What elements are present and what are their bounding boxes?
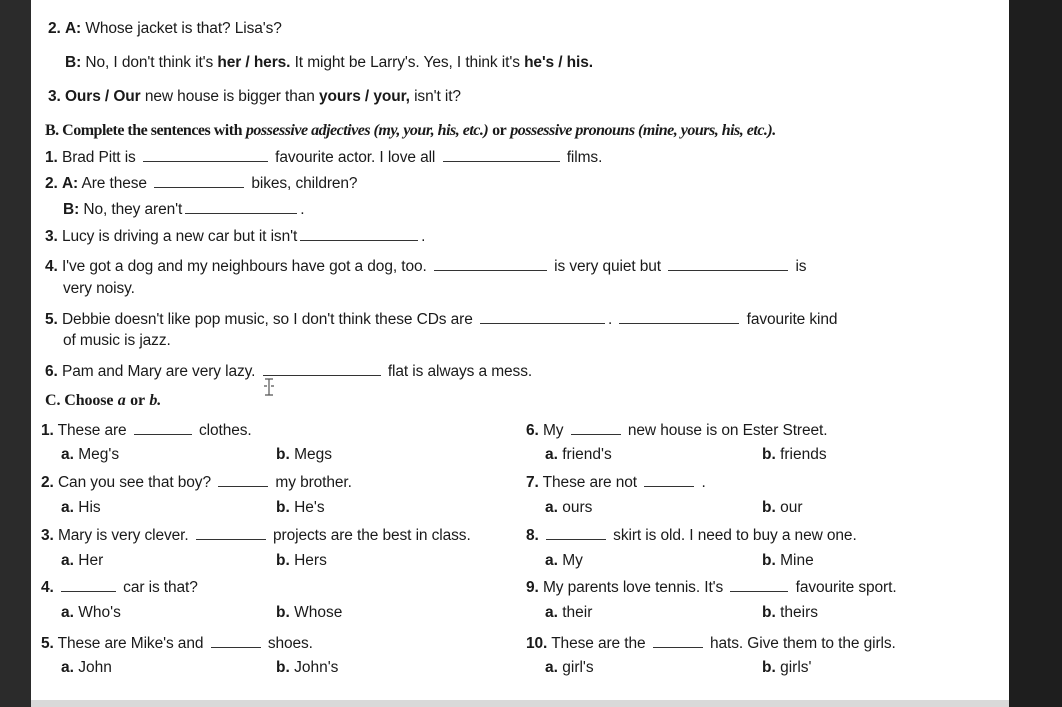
answer-blank[interactable] <box>668 256 788 271</box>
answer-blank[interactable] <box>61 577 116 592</box>
option-text: Whose <box>294 604 343 621</box>
text-cursor-icon <box>262 378 276 399</box>
speaker-label: A: <box>61 175 79 192</box>
item-text: . <box>701 474 706 491</box>
item-text: My parents love tennis. It's <box>542 579 724 596</box>
item-text: skirt is old. I need to buy a new one. <box>613 527 857 544</box>
heading-text: C. Choose <box>45 392 114 409</box>
item-text: Are these <box>81 175 147 192</box>
item-number: 2. <box>41 474 54 491</box>
item-text: I've got a dog and my neighbours have got a dog, too. <box>61 258 427 275</box>
heading-emphasis: a <box>117 392 126 409</box>
item-text: is very quiet but <box>554 258 662 275</box>
option-letter: b. <box>276 604 290 621</box>
option-b[interactable] <box>276 552 327 570</box>
part-b-item-1 <box>45 147 602 168</box>
part-b-item-5 <box>45 309 837 330</box>
option-b[interactable] <box>762 604 818 622</box>
option-letter: b. <box>762 446 776 463</box>
item-text: Mary is very clever. <box>57 527 189 544</box>
item-text: new house is bigger than <box>144 88 315 105</box>
heading-emphasis: possessive pronouns (mine, yours, his, etc.). <box>510 122 776 139</box>
option-text: Who's <box>78 604 121 621</box>
answer-blank[interactable] <box>196 525 266 540</box>
item-text: These are <box>57 422 127 439</box>
item-text: shoes. <box>267 635 313 652</box>
option-a[interactable] <box>545 446 612 464</box>
item-number: 6. <box>526 422 539 439</box>
option-b[interactable] <box>762 659 811 677</box>
option-b[interactable] <box>276 659 338 677</box>
part-c-item-7 <box>526 472 706 493</box>
item-text: Brad Pitt is <box>61 149 136 166</box>
option-text: their <box>562 604 593 621</box>
option-letter: b. <box>762 499 776 516</box>
part-b-item-4-cont <box>63 279 135 299</box>
option-letter: b. <box>762 604 776 621</box>
option-a[interactable] <box>545 659 594 677</box>
answer-blank[interactable] <box>546 525 606 540</box>
option-text: He's <box>294 499 325 516</box>
heading-text: B. Complete the sentences with <box>45 122 242 139</box>
item-number: 5. <box>41 635 54 652</box>
part-b-item-3 <box>45 226 425 247</box>
option-letter: a. <box>545 499 558 516</box>
part-c-item-6 <box>526 420 827 441</box>
item-text: projects are the best in class. <box>273 527 471 544</box>
answer-blank[interactable] <box>480 309 605 324</box>
item-text: . <box>607 311 613 328</box>
item-text: Pam and Mary are very lazy. <box>61 363 256 380</box>
item-text: No, I don't think it's <box>85 54 214 71</box>
option-text: John's <box>294 659 339 676</box>
option-text: My <box>562 552 583 569</box>
option-letter: b. <box>762 552 776 569</box>
item-number: 6. <box>45 363 58 380</box>
item-text: . <box>300 201 305 218</box>
part-b-item-5-cont <box>63 331 171 351</box>
item-text: clothes. <box>199 422 252 439</box>
option-pair[interactable]: her / hers. <box>217 54 291 71</box>
item-text: favourite actor. I love all <box>275 149 436 166</box>
part-c-item-2 <box>41 472 352 493</box>
item-text: It might be Larry's. Yes, I think it's <box>294 54 520 71</box>
part-c-item-8 <box>526 525 857 546</box>
option-a[interactable] <box>61 604 121 622</box>
item-number: 1. <box>41 422 54 439</box>
option-b[interactable] <box>276 499 325 517</box>
option-letter: b. <box>276 659 290 676</box>
answer-blank[interactable] <box>154 173 244 188</box>
item-number: 5. <box>45 311 58 328</box>
item-text: favourite kind <box>746 311 838 328</box>
answer-blank[interactable] <box>143 147 268 162</box>
answer-blank[interactable] <box>185 199 297 214</box>
answer-blank[interactable] <box>644 472 694 487</box>
answer-blank[interactable] <box>263 361 381 376</box>
part-b-item-6 <box>45 361 532 382</box>
option-text: friends <box>780 446 827 463</box>
part-c-item-3 <box>41 525 471 546</box>
right-margin <box>1009 0 1062 707</box>
option-b[interactable] <box>762 552 814 570</box>
option-letter: a. <box>61 446 74 463</box>
option-letter: b. <box>276 552 290 569</box>
option-pair[interactable]: he's / his. <box>524 54 593 71</box>
option-text: Meg's <box>78 446 120 463</box>
item-text: My <box>542 422 564 439</box>
option-a[interactable] <box>545 604 592 622</box>
item-text: Can you see that boy? <box>57 474 211 491</box>
option-text: His <box>78 499 101 516</box>
option-b[interactable] <box>762 499 803 517</box>
option-letter: b. <box>276 446 290 463</box>
item-text: . <box>421 228 426 245</box>
item-number: 3. <box>48 88 61 105</box>
speaker-label: A: <box>64 20 82 37</box>
item-text: favourite sport. <box>795 579 897 596</box>
item-number: 2. <box>48 20 61 37</box>
option-letter: a. <box>545 446 558 463</box>
option-text: girls' <box>780 659 812 676</box>
option-text: theirs <box>780 604 818 621</box>
option-text: John <box>78 659 112 676</box>
item-text: flat is always a mess. <box>387 363 533 380</box>
item-text: Debbie doesn't like pop music, so I don't think these CDs are <box>61 311 473 328</box>
option-letter: a. <box>61 659 74 676</box>
option-a[interactable] <box>61 499 101 517</box>
option-letter: a. <box>545 604 558 621</box>
speaker-label: B: <box>63 201 80 218</box>
item-text: hats. Give them to the girls. <box>709 635 896 652</box>
part-c-item-1 <box>41 420 252 441</box>
part-c-item-9 <box>526 577 897 598</box>
part-c-item-5 <box>41 633 313 654</box>
item-text: These are not <box>542 474 638 491</box>
option-b[interactable] <box>276 446 332 464</box>
option-a[interactable] <box>545 552 583 570</box>
option-letter: a. <box>61 552 74 569</box>
item-text: bikes, children? <box>251 175 358 192</box>
part-c-item-10 <box>526 633 896 654</box>
option-letter: a. <box>545 659 558 676</box>
option-a[interactable] <box>61 552 103 570</box>
item-number: 3. <box>41 527 54 544</box>
part-b-item-4 <box>45 256 806 277</box>
option-text: Mine <box>780 552 814 569</box>
part-c-heading <box>45 391 161 411</box>
item-text: Lucy is driving a new car but it isn't <box>61 228 298 245</box>
heading-emphasis: possessive adjectives (my, your, his, etc.) <box>245 122 489 139</box>
option-b[interactable] <box>762 446 827 464</box>
item-number: 8. <box>526 527 539 544</box>
option-pair[interactable]: yours / your, <box>319 88 410 105</box>
option-text: our <box>780 499 803 516</box>
option-b[interactable] <box>276 604 342 622</box>
part-a-item-2b <box>65 53 593 73</box>
item-text: is <box>795 258 807 275</box>
option-letter: b. <box>276 499 290 516</box>
answer-blank[interactable] <box>300 226 418 241</box>
item-number: 4. <box>45 258 58 275</box>
item-text: films. <box>566 149 603 166</box>
item-text: very noisy. <box>63 280 135 297</box>
option-text: Megs <box>294 446 332 463</box>
answer-blank[interactable] <box>653 633 703 648</box>
option-a[interactable] <box>545 499 592 517</box>
item-text: new house is on Ester Street. <box>627 422 828 439</box>
item-text: isn't it? <box>414 88 461 105</box>
answer-blank[interactable] <box>134 420 192 435</box>
item-text: These are Mike's and <box>57 635 204 652</box>
item-text: my brother. <box>275 474 352 491</box>
item-number: 3. <box>45 228 58 245</box>
item-number: 7. <box>526 474 539 491</box>
item-number: 1. <box>45 149 58 166</box>
item-text: car is that? <box>123 579 198 596</box>
heading-text: or <box>492 122 507 139</box>
option-letter: b. <box>762 659 776 676</box>
heading-text: or <box>130 392 145 409</box>
option-letter: a. <box>61 499 74 516</box>
option-a[interactable] <box>61 446 119 464</box>
item-text: These are the <box>551 635 646 652</box>
part-b-item-2a <box>45 173 357 194</box>
speaker-label: B: <box>65 54 82 71</box>
answer-blank[interactable] <box>730 577 788 592</box>
worksheet-page <box>31 0 1009 707</box>
part-c-item-4 <box>41 577 198 598</box>
option-pair[interactable]: Ours / Our <box>64 88 141 105</box>
option-text: ours <box>562 499 593 516</box>
heading-emphasis: b. <box>149 392 162 409</box>
item-number: 4. <box>41 579 54 596</box>
option-letter: a. <box>61 604 74 621</box>
answer-blank[interactable] <box>443 147 560 162</box>
item-text: No, they aren't <box>83 201 183 218</box>
answer-blank[interactable] <box>571 420 621 435</box>
answer-blank[interactable] <box>211 633 261 648</box>
part-b-item-2b <box>63 199 304 220</box>
item-text: of music is jazz. <box>63 332 171 349</box>
item-number: 10. <box>526 635 548 652</box>
answer-blank[interactable] <box>619 309 739 324</box>
part-b-heading <box>45 121 776 141</box>
part-a-item-2a <box>48 19 282 39</box>
page-bottom-edge <box>31 700 1009 707</box>
option-letter: a. <box>545 552 558 569</box>
part-a-item-3 <box>48 87 461 107</box>
option-text: Hers <box>294 552 327 569</box>
option-text: friend's <box>562 446 612 463</box>
option-a[interactable] <box>61 659 112 677</box>
option-text: Her <box>78 552 104 569</box>
left-margin <box>0 0 31 707</box>
item-number: 2. <box>45 175 58 192</box>
item-text: Whose jacket is that? Lisa's? <box>85 20 282 37</box>
answer-blank[interactable] <box>434 256 547 271</box>
item-number: 9. <box>526 579 539 596</box>
option-text: girl's <box>562 659 594 676</box>
answer-blank[interactable] <box>218 472 268 487</box>
